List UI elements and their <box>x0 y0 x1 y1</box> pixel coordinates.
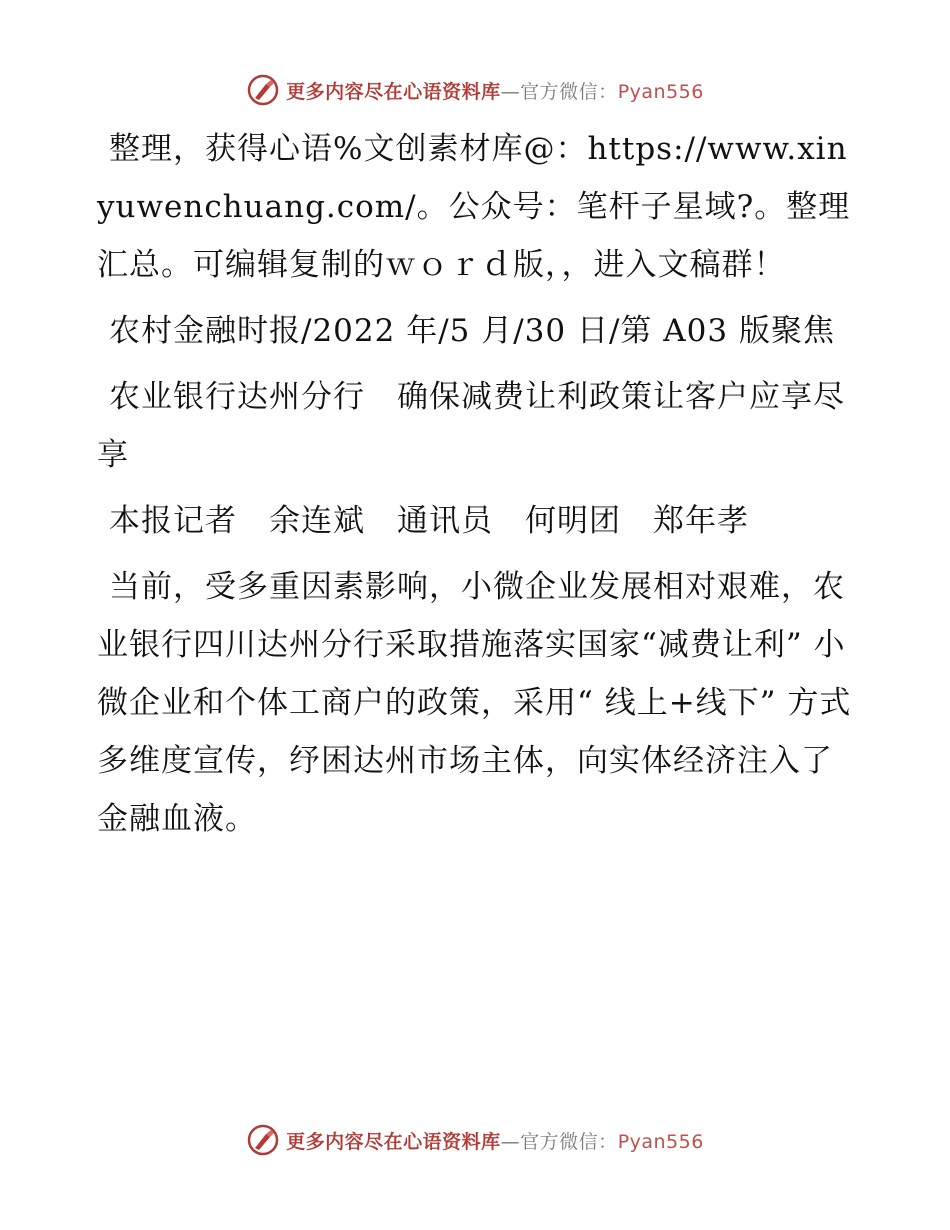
header-banner-wechat-id: Pyan556 <box>617 80 704 103</box>
byline: 本报记者 余连斌 通讯员 何明团 郑年孝 <box>109 503 749 539</box>
article-title: 农业银行达州分行 确保减费让利政策让客户应享尽享 <box>97 379 845 473</box>
header-banner-wechat-label: 官方微信： <box>520 80 618 103</box>
footer-banner-main-text: 更多内容尽在心语资料库 <box>286 1130 501 1153</box>
header-banner-main-text: 更多内容尽在心语资料库 <box>286 80 501 103</box>
body-paragraph: 当前，受多重因素影响，小微企业发展相对艰难，农业银行四川达州分行采取措施落实国家“减费让利” 小微企业和个体工商户的政策，采用“ 线上+线下” 方式多维度宣传，纾困达州市场主体，向实体经济注入了金融血液。 <box>97 569 852 837</box>
intro-paragraph: 整理，获得心语%文创素材库@：https://www.xinyuwenchuang.com/。公众号：笔杆子星域?。整理汇总。可编辑复制的ｗｏｒｄ版，，进入文稿群！ <box>97 131 851 283</box>
footer-banner-text <box>286 1127 704 1154</box>
footer-banner-wechat-id: Pyan556 <box>617 1130 704 1153</box>
pen-nib-logo-icon <box>246 73 280 107</box>
source-line: 农村金融时报/2022 年/5 月/30 日/第 A03 版聚焦 <box>109 313 835 349</box>
footer-banner <box>0 1120 950 1160</box>
pen-nib-logo-icon <box>246 1123 280 1157</box>
footer-banner-separator: — <box>500 1130 521 1153</box>
header-banner-separator: — <box>500 80 521 103</box>
header-banner <box>0 70 950 110</box>
document-body <box>97 120 857 856</box>
header-banner-text <box>286 77 704 104</box>
footer-banner-wechat-label: 官方微信： <box>520 1130 618 1153</box>
